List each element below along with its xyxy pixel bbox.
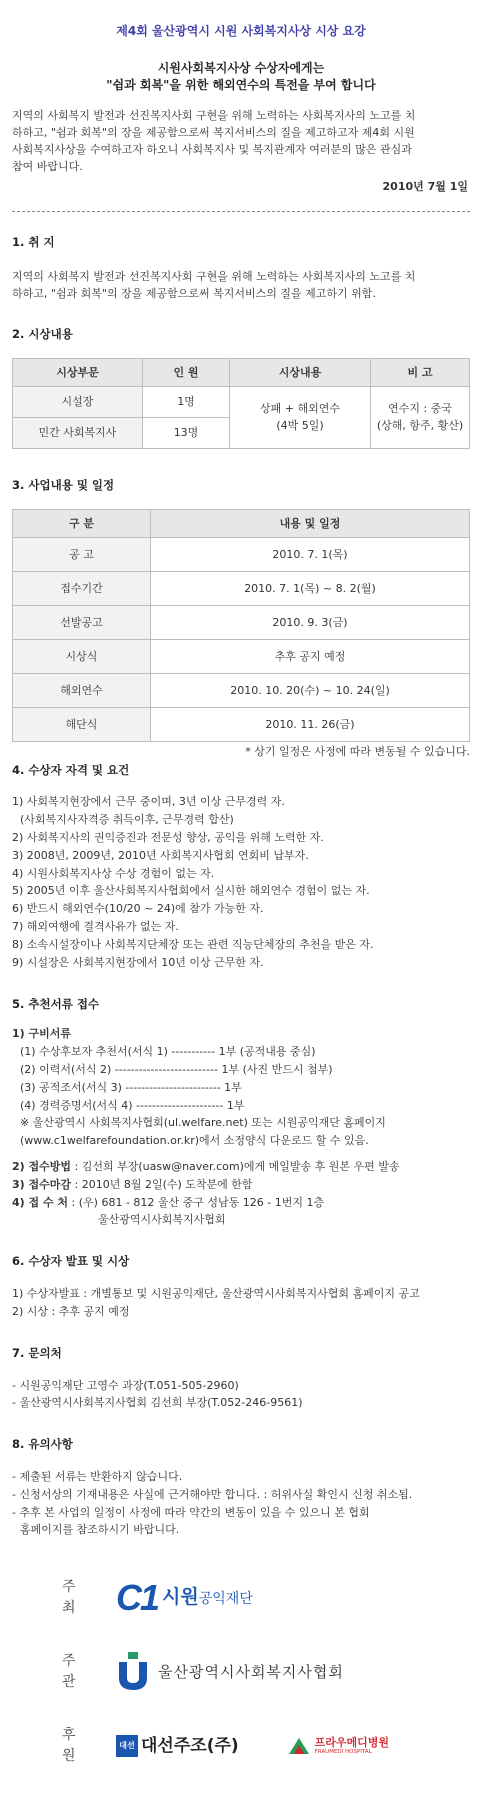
list-item: - 신청서상의 기재내용은 사실에 근거해야만 합니다. : 허위사실 확인시 신청 취소됨.: [12, 1487, 413, 1501]
list-item: - 울산광역시사회복지사협회 김선희 부장(T.052-246-9561): [12, 1396, 303, 1410]
association-logo: [116, 1652, 344, 1692]
list-item: (3) 공적조서(서식 3) ------------------------ 1부: [20, 1080, 242, 1094]
method-label: 2) 접수방법: [12, 1160, 72, 1174]
table-header: 시상내용: [230, 358, 371, 386]
table-cell: 2010. 10. 20(수) ~ 10. 24(일): [151, 673, 470, 707]
list-item: 울산광역시사회복지사협회: [98, 1213, 226, 1227]
sponsor-label: 후 원: [62, 1726, 85, 1765]
award-content-line: 상패 + 해외연수: [260, 402, 340, 416]
place-label: 4) 접 수 처: [12, 1195, 69, 1209]
table-header: 비 고: [371, 358, 470, 386]
purpose-line: 지역의 사회복지 발전과 선진복지사회 구현을 위해 노력하는 사회복지사의 노고를 치: [12, 269, 416, 283]
list-item: - 제출된 서류는 반환하지 않습니다.: [12, 1469, 183, 1483]
table-cell: 해단식: [13, 707, 151, 741]
remark-line: (상해, 항주, 황산): [376, 419, 464, 433]
section-heading-purpose: 1. 취 지: [12, 235, 55, 250]
hospital-name-en: FRAUMEDI HOSPITAL: [314, 1748, 372, 1755]
table-cell: 시상식: [13, 639, 151, 673]
list-item: [12, 1176, 470, 1194]
list-item: (www.c1welfarefoundation.or.kr)에서 소정양식 다운로드 할 수 있음.: [20, 1134, 369, 1148]
table-header-row: [13, 358, 470, 386]
c1-logo-mark: C1: [116, 1577, 159, 1619]
list-item: 1) 수상자발표 : 개별통보 및 시원공익재단, 울산광역시사회복지사협회 홈페이지 공고: [12, 1287, 420, 1301]
subtitle-line: "쉼과 회복"을 위한 해외연수의 특전을 부여 합니다: [106, 78, 376, 93]
c1-logo-text: [162, 1583, 253, 1612]
association-name: 울산광역시사회복지사협회: [158, 1662, 344, 1681]
hospital-name-ko: 프라우메디병원: [314, 1735, 390, 1749]
table-cell: 해외연수: [13, 673, 151, 707]
table-cell: 2010. 7. 1(목): [151, 537, 470, 571]
remark-line: 연수지 : 중국: [388, 402, 452, 416]
award-table: [12, 358, 470, 449]
list-item: 1) 사회복지현장에서 근무 중이며, 3년 이상 근무경력 자.: [12, 795, 285, 809]
announcement-list: [12, 1285, 470, 1321]
list-item: 4) 시원사회복지사상 수상 경험이 없는 자.: [12, 866, 215, 880]
subtitle-line: 시원사회복지사상 수상자에게는: [157, 61, 325, 75]
table-header: 구 분: [13, 509, 151, 537]
sponsor-row: [62, 1717, 470, 1775]
table-header: 시상부문: [13, 358, 143, 386]
daesun-mark: 대선: [116, 1735, 138, 1757]
table-cell: 민간 사회복지사: [13, 417, 143, 448]
date: 2010년 7월 1일: [382, 179, 468, 193]
organizer-row: [62, 1643, 470, 1701]
schedule-note: * 상기 일정은 사정에 따라 변동될 수 있습니다.: [245, 744, 470, 758]
method-value: : 김선희 부장(uasw@naver.com)에게 메일발송 후 원본 우편 발송: [71, 1160, 400, 1174]
table-row: [13, 707, 470, 741]
hospital-emblem-icon: [287, 1736, 311, 1756]
list-item: (1) 수상후보자 추천서(서식 1) ----------- 1부 (공적내용 중심): [20, 1045, 316, 1059]
table-cell: 공 고: [13, 537, 151, 571]
list-item: 6) 반드시 해외연수(10/20 ~ 24)에 참가 가능한 자.: [12, 902, 264, 916]
table-row: [13, 537, 470, 571]
table-header-row: [13, 509, 470, 537]
list-item: 9) 시설장은 사회복지현장에서 10년 이상 근무한 자.: [12, 955, 264, 969]
deadline-value: : 2010년 8월 2일(수) 도착분에 한함: [71, 1177, 253, 1191]
list-item: 2) 시상 : 추후 공지 예정: [12, 1304, 130, 1318]
table-row: [13, 639, 470, 673]
table-cell: 1명: [143, 386, 230, 417]
list-item: (2) 이력서(서식 2) -------------------------- 1부 (사진 반드시 첨부): [20, 1062, 333, 1076]
intro-line: 하하고, "쉼과 회복"의 장을 제공함으로써 복지서비스의 질을 제고하고자 제4회 시원: [12, 125, 415, 139]
table-cell: 2010. 9. 3(금): [151, 605, 470, 639]
section-heading-eligibility: 4. 수상자 자격 및 요건: [12, 762, 130, 777]
intro-line: 사회복지사상을 수여하고자 하오니 사회복지사 및 복지관계자 여러분의 많은 관심과: [12, 142, 412, 156]
notes-list: [12, 1468, 470, 1539]
docs-heading: 1) 구비서류: [12, 1027, 72, 1041]
list-item: 7) 해외여행에 결격사유가 없는 자.: [12, 920, 179, 934]
daesun-logo: [116, 1733, 239, 1759]
place-value: : (우) 681 - 812 울산 중구 성남동 126 - 1번지 1층: [68, 1195, 325, 1209]
daesun-name: 대선주조(주): [141, 1736, 239, 1757]
table-header: 인 원: [143, 358, 230, 386]
c1-foundation-logo: [116, 1570, 253, 1626]
section-heading-schedule: 3. 사업내용 및 일정: [12, 477, 115, 492]
c1-logo-suffix: 공익재단: [198, 1591, 253, 1608]
table-row: [13, 605, 470, 639]
list-item: 5) 2005년 이후 울산사회복지사협회에서 실시한 해외연수 경험이 없는 자.: [12, 884, 370, 898]
submission-list: [12, 1025, 470, 1229]
table-cell: 2010. 11. 26(금): [151, 707, 470, 741]
list-item: 3) 2008년, 2009년, 2010년 사회복지사협회 연회비 납부자.: [12, 848, 309, 862]
table-row: [13, 386, 470, 417]
hospital-name: [315, 1737, 389, 1756]
award-content-line: (4박 5일): [276, 419, 324, 433]
table-row: [13, 673, 470, 707]
list-item: 8) 소속시설장이나 사회복지단체장 또는 관련 직능단체장의 추천을 받은 자.: [12, 937, 374, 951]
schedule-table: [12, 509, 470, 742]
table-cell: 추후 공지 예정: [151, 639, 470, 673]
list-item: 2) 사회복지사의 권익증진과 전문성 향상, 공익을 위해 노력한 자.: [12, 831, 324, 845]
c1-logo-name: 시원: [162, 1586, 199, 1609]
table-cell: 2010. 7. 1(목) ~ 8. 2(월): [151, 571, 470, 605]
page-title: 제4회 울산광역시 시원 사회복지사상 시상 요강: [116, 24, 366, 38]
purpose-line: 하하고, "쉼과 회복"의 장을 제공함으로써 복지서비스의 질을 제고하기 위함.: [12, 286, 376, 300]
table-row: [13, 571, 470, 605]
table-cell: 접수기간: [13, 571, 151, 605]
host-label: 주 최: [62, 1578, 85, 1617]
table-cell: 시설장: [13, 386, 143, 417]
list-item: ※ 울산광역시 사회복지사협회(ul.welfare.net) 또는 시원공익재단 홈페이지: [20, 1116, 386, 1130]
intro-paragraph: [12, 107, 470, 175]
section-heading-announcement: 6. 수상자 발표 및 시상: [12, 1254, 130, 1269]
section-heading-award: 2. 시상내용: [12, 326, 73, 341]
table-cell: 13명: [143, 417, 230, 448]
intro-line: 참여 바랍니다.: [12, 159, 83, 173]
list-item: [12, 1158, 470, 1176]
subtitle: [12, 60, 470, 95]
remark-cell: [371, 386, 470, 448]
section-heading-contact: 7. 문의처: [12, 1345, 62, 1360]
association-emblem-icon: [116, 1652, 150, 1692]
list-item: - 시원공익재단 고영수 과장(T.051-505-2960): [12, 1378, 239, 1392]
list-item: [12, 1194, 470, 1212]
list-item: 홈페이지를 참조하시기 바랍니다.: [20, 1523, 180, 1537]
table-header: 내용 및 일정: [151, 509, 470, 537]
fraumedi-logo: [287, 1736, 389, 1756]
intro-line: 지역의 사회복지 발전과 선진복지사회 구현을 위해 노력하는 사회복지사의 노고를 치: [12, 108, 416, 122]
section-heading-submission: 5. 추천서류 접수: [12, 996, 100, 1011]
purpose-text: [12, 268, 470, 302]
list-item: (사회복지사자격증 취득이후, 근무경력 합산): [20, 813, 234, 827]
list-item: - 추후 본 사업의 일정이 사정에 따라 약간의 변동이 있을 수 있으니 본 협회: [12, 1505, 370, 1519]
list-item: (4) 경력증명서(서식 4) ---------------------- 1부: [20, 1098, 245, 1112]
eligibility-list: [12, 793, 470, 971]
sponsor-logos: [12, 1569, 470, 1775]
divider: [12, 211, 470, 212]
host-row: [62, 1569, 470, 1627]
contact-list: [12, 1377, 470, 1413]
section-heading-notes: 8. 유의사항: [12, 1437, 73, 1452]
deadline-label: 3) 접수마감: [12, 1177, 72, 1191]
table-cell: 선발공고: [13, 605, 151, 639]
award-content-cell: [230, 386, 371, 448]
organizer-label: 주 관: [62, 1652, 85, 1691]
